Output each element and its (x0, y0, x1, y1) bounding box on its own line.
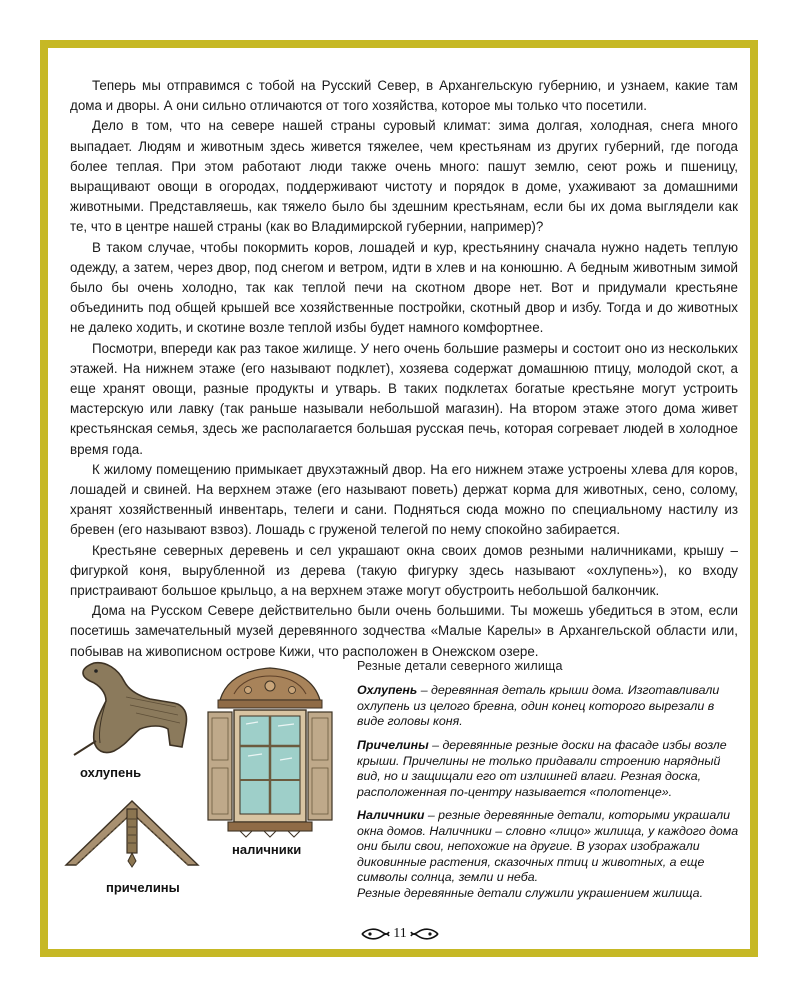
nalichniki-label: наличники (232, 842, 302, 857)
ornament-right-icon (410, 926, 440, 942)
paragraph: Посмотри, впереди как раз такое жилище. У него очень большие размеры и состоит оно из нескольких этажей. На нижнем этаже (его называют подклет), хозяева содержат домашнюю птицу, молодой скот, а еще хранят овощи, разные продукты и утварь. В таких подклетах богатые крестьяне могут устроить мастерскую или лавку (так раньше называли небольшой магазин). На втором этаже этого дома живет крестьянская семья, здесь же располагается большая русская печь, которая согревает людей в холодное время года. (70, 340, 738, 457)
definition-text: – деревянные резные доски на фасаде избы возле крыши. Причелины не только придавали строению нарядный вид, но и защищали его от излишней влаги. Резная доска, расположенная по-центру называется «полотенце». (357, 738, 727, 799)
paragraph: К жилому помещению примыкает двухэтажный двор. На его нижнем этаже устроены хлева для коров, лошадей и свиней. На верхнем этаже (его называют поветь) держат корма для животных, сено, солому, хранят хозяйственный инвентарь, телеги и сани. Подняться сюда можно по специальному настилу из бревен (его называют взвоз). Лошадь с груженой телегой по нему спокойно забирается. (70, 461, 738, 538)
sidebar-title: Резные детали северного жилища (357, 659, 563, 673)
prichheliny-illustration (62, 795, 202, 870)
nalichniki-illustration (200, 660, 340, 838)
definition-prichheliny (357, 738, 742, 800)
main-text (70, 76, 738, 662)
ohlupen-label: охлупень (80, 765, 142, 780)
page-number: 11 (393, 926, 407, 941)
paragraph: Дело в том, что на севере нашей страны суровый климат: зима долгая, холодная, снега много выпадает. Людям и животным здесь живется тяжелее, чем крестьянам из других губерний, где погода более теплая. При этом работают люди также очень много: пашут землю, сеют рожь и пшеницу, выращивают овощи в огородах, поддерживают чистоту и порядок в доме, ухаживают за домашними животными. Представляешь, как тяжело было бы здешним крестьянам, если бы их дома выглядели как те, что в центре нашей страны (как во Владимирской губернии, например)? (70, 118, 738, 235)
paragraph: Крестьяне северных деревень и сел украшают окна своих домов резными наличниками, крышу – фигуркой коня, вырубленной из дерева (такую фигурку здесь называют «охлупень»), ко входу пристраивают большое крыльцо, а на верхнем этаже могут обустроить небольшой балкончик. (70, 542, 738, 599)
term-prichheliny: Причелины (357, 738, 429, 752)
definition-nalichniki (357, 808, 742, 886)
paragraph: Теперь мы отправимся с тобой на Русский Север, в Архангельскую губернию, и узнаем, какие там дома и дворы. А они сильно отличаются от того хозяйства, которое мы только что посетили. (70, 78, 738, 114)
definition-text: – резные деревянные детали, которыми украшали окна домов. Наличники – словно «лицо» жилища, у каждого дома они были свои, непохожие на другие. В узорах изображали диковинные растения, сказочных птиц и животных, а еще символы солнца, земли и неба. (357, 808, 739, 885)
term-ohlupen: Охлупень (357, 683, 418, 697)
paragraph: Дома на Русском Севере действительно были очень большими. Ты можешь убедиться в этом, если посетишь замечательный музей деревянного зодчества «Малые Карелы» в Архангельской области или, побывав на живописном острове Кижи, что расположен в Онежском озере. (70, 603, 738, 659)
definition-ohlupen (357, 683, 742, 730)
paragraph: В таком случае, чтобы покормить коров, лошадей и кур, крестьянину сначала нужно надеть теплую одежду, а затем, через двор, под снегом и ветром, идти в хлев и на конюшню. А бедным животным зимой было бы очень холодно, так как теплой печи на скотном дворе нет. Вот и придумали крестьяне объединить под общей крышей все хозяйственные постройки, скотный двор и избу. Тогда и до животных не далеко ходить, и скотине возле теплой избы будет намного комфортнее. (70, 239, 738, 336)
prichheliny-label: причелины (106, 880, 180, 895)
sidebar-closing: Резные деревянные детали служили украшением жилища. (357, 886, 704, 900)
definition-text: – деревянная деталь крыши дома. Изготавливали охлупень из целого бревна, один конец которого вырезали в виде головы коня. (357, 683, 720, 729)
page-number-block (360, 924, 440, 944)
ornament-left-icon (360, 926, 390, 942)
term-nalichniki: Наличники (357, 808, 425, 822)
ohlupen-illustration (66, 655, 196, 760)
